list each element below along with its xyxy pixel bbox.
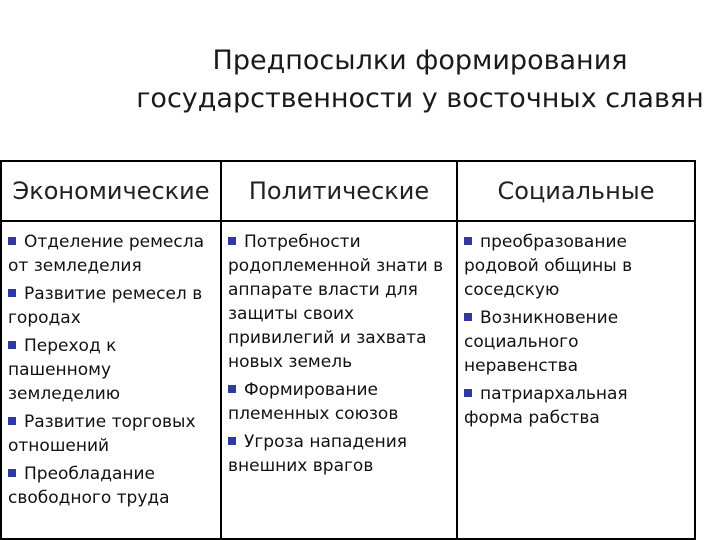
square-bullet-icon: [228, 237, 236, 245]
economic-cell: [1, 221, 221, 539]
list-item: патриархальная форма рабства: [464, 384, 628, 428]
header-social: Социальные: [457, 161, 695, 221]
square-bullet-icon: [228, 437, 236, 445]
list-item: преобразование родовой общины в соседскую: [464, 232, 633, 300]
square-bullet-icon: [8, 289, 16, 297]
list-item: Отделение ремесла от земледелия: [8, 232, 205, 276]
title-line-1: Предпосылки формирования: [212, 45, 628, 76]
social-cell: [457, 221, 695, 539]
slide-title: [130, 42, 710, 118]
list-item: Потребности родоплеменной знати в аппарате власти для защиты своих привилегий и захвата новых земель: [228, 232, 444, 372]
content-row: [1, 221, 695, 539]
political-cell: [221, 221, 457, 539]
square-bullet-icon: [464, 237, 472, 245]
list-item: Угроза нападения внешних врагов: [228, 432, 408, 476]
square-bullet-icon: [8, 417, 16, 425]
square-bullet-icon: [464, 313, 472, 321]
square-bullet-icon: [464, 389, 472, 397]
list-item: Формирование племенных союзов: [228, 380, 399, 424]
title-line-2: государственности у восточных славян: [136, 83, 704, 114]
square-bullet-icon: [8, 469, 16, 477]
list-item: Возникновение социального неравенства: [464, 308, 619, 376]
header-economic: Экономические: [1, 161, 221, 221]
list-item: Переход к пашенному земледелию: [8, 336, 121, 404]
list-item: Развитие торговых отношений: [8, 412, 196, 456]
header-political: Политические: [221, 161, 457, 221]
square-bullet-icon: [228, 385, 236, 393]
list-item: Развитие ремесел в городах: [8, 284, 203, 328]
square-bullet-icon: [8, 341, 16, 349]
list-item: Преобладание свободного труда: [8, 464, 170, 508]
prerequisites-table: [0, 160, 696, 540]
header-row: [1, 161, 695, 221]
square-bullet-icon: [8, 237, 16, 245]
